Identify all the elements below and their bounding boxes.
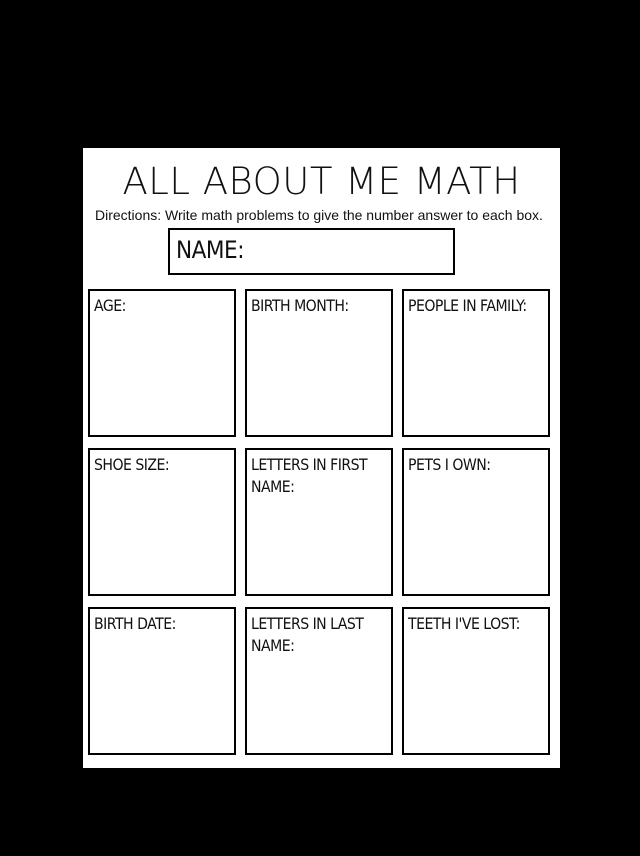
- box-label-age: AGE:: [94, 296, 126, 315]
- worksheet-title: ALL ABOUT ME MATH: [122, 160, 521, 203]
- box-age[interactable]: [88, 289, 236, 437]
- box-birth-date[interactable]: [88, 607, 236, 755]
- box-letters-in-last-name[interactable]: [245, 607, 393, 755]
- worksheet-page: [83, 148, 560, 768]
- box-teeth-lost[interactable]: [402, 607, 550, 755]
- directions-text: Directions: Write math problems to give the number answer to each box.: [95, 207, 543, 223]
- box-label-people-in-family: PEOPLE IN FAMILY:: [408, 296, 527, 315]
- box-label-birth-month: BIRTH MONTH:: [251, 296, 349, 315]
- name-label: NAME:: [176, 236, 244, 264]
- box-letters-in-first-name[interactable]: [245, 448, 393, 596]
- box-people-in-family[interactable]: [402, 289, 550, 437]
- box-label-pets-i-own: PETS I OWN:: [408, 455, 491, 474]
- box-label-birth-date: BIRTH DATE:: [94, 614, 176, 633]
- box-pets-i-own[interactable]: [402, 448, 550, 596]
- box-label-teeth-lost: TEETH I'VE LOST:: [408, 614, 520, 633]
- box-label-letters-in-last-name: LETTERS IN LAST NAME:: [251, 614, 364, 655]
- box-birth-month[interactable]: [245, 289, 393, 437]
- box-shoe-size[interactable]: [88, 448, 236, 596]
- name-field[interactable]: [168, 228, 455, 275]
- box-label-letters-in-first-name: LETTERS IN FIRST NAME:: [251, 455, 368, 496]
- box-label-shoe-size: SHOE SIZE:: [94, 455, 170, 474]
